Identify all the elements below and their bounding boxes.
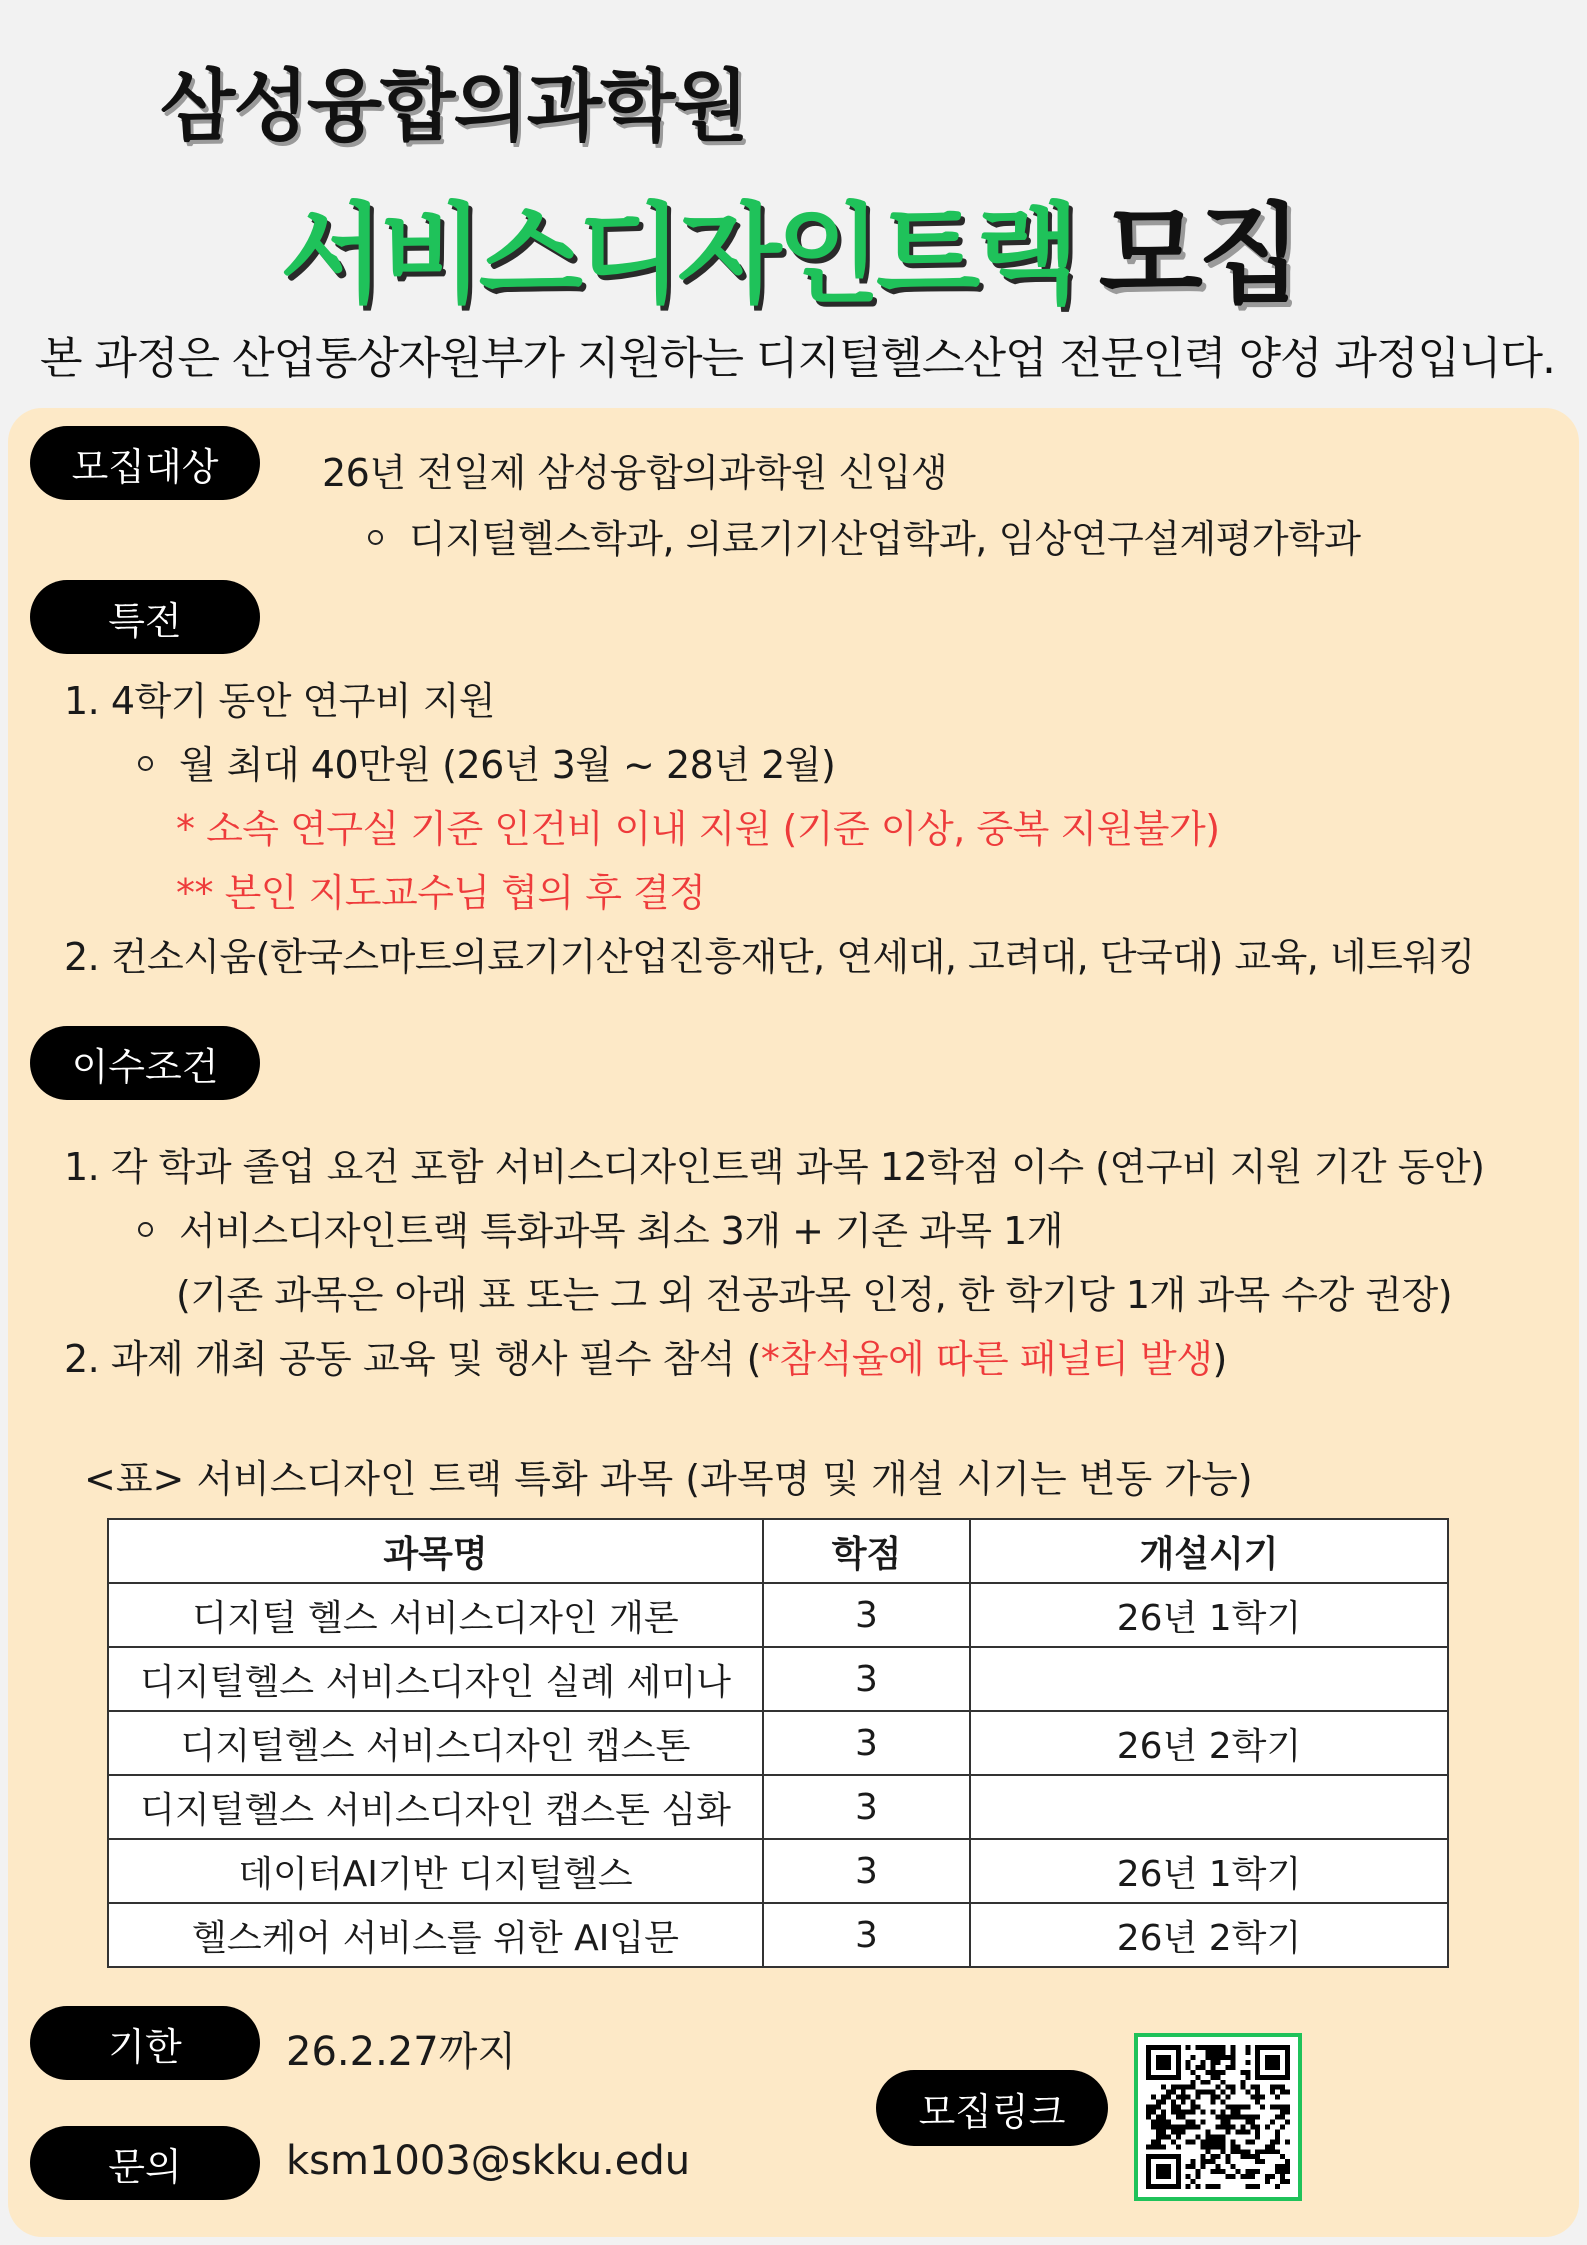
- course-name: 헬스케어 서비스를 위한 AI입문: [108, 1903, 763, 1967]
- course-name: 디지털헬스 서비스디자인 캡스톤: [108, 1711, 763, 1775]
- bullet-icon: [138, 1222, 153, 1237]
- table-row: [108, 1647, 1448, 1711]
- requirement-item1-sub: [138, 1200, 1063, 1255]
- requirement-item2-suffix: ): [1212, 1337, 1227, 1381]
- headline: [280, 168, 1297, 323]
- course-semester: 26년 2학기: [970, 1711, 1448, 1775]
- course-semester: [970, 1775, 1448, 1839]
- course-table: [107, 1518, 1449, 1968]
- requirement-item2: [64, 1328, 1227, 1383]
- course-name: 데이터AI기반 디지털헬스: [108, 1839, 763, 1903]
- course-name: 디지털헬스 서비스디자인 실례 세미나: [108, 1647, 763, 1711]
- benefits-label: 특전: [30, 580, 260, 654]
- course-semester: 26년 1학기: [970, 1583, 1448, 1647]
- course-name: 디지털 헬스 서비스디자인 개론: [108, 1583, 763, 1647]
- header-credits: 학점: [763, 1519, 970, 1583]
- benefit-note1: * 소속 연구실 기준 인건비 이내 지원 (기준 이상, 중복 지원불가): [176, 807, 1220, 851]
- benefit-item2: 2. 컨소시움(한국스마트의료기기산업진흥재단, 연세대, 고려대, 단국대) 교육, 네트워킹: [64, 935, 1475, 979]
- headline-recruit: 모집: [1098, 193, 1298, 318]
- target-line2: [368, 508, 1361, 563]
- benefit-item1: 1. 4학기 동안 연구비 지원: [64, 679, 496, 723]
- course-name: 디지털헬스 서비스디자인 캡스톤 심화: [108, 1775, 763, 1839]
- table-row: [108, 1583, 1448, 1647]
- table-row: [108, 1839, 1448, 1903]
- headline-track: 서비스디자인트랙: [280, 193, 1075, 318]
- requirement-item1: 1. 각 학과 졸업 요건 포함 서비스디자인트랙 과목 12학점 이수 (연구비 지원 기간 동안): [64, 1145, 1485, 1189]
- qr-code-icon[interactable]: [1134, 2033, 1302, 2201]
- table-row: [108, 1903, 1448, 1967]
- table-caption: <표> 서비스디자인 트랙 특화 과목 (과목명 및 개설 시기는 변동 가능): [84, 1457, 1253, 1501]
- requirement-penalty: *참석율에 따른 패널티 발생: [760, 1337, 1213, 1381]
- table-row: [108, 1775, 1448, 1839]
- bullet-icon: [138, 756, 153, 771]
- deadline-value: 26.2.27까지: [286, 2029, 516, 2075]
- table-row: [108, 1711, 1448, 1775]
- requirement-item1-sub2: (기존 과목은 아래 표 또는 그 외 전공과목 인정, 한 학기당 1개 과목 수강 권장): [176, 1273, 1453, 1317]
- deadline-label: 기한: [30, 2006, 260, 2080]
- qr-code-graphic: [1146, 2045, 1290, 2189]
- bullet-icon: [368, 530, 383, 545]
- contact-label: 문의: [30, 2126, 260, 2200]
- course-credits: 3: [763, 1903, 970, 1967]
- table-header-row: [108, 1519, 1448, 1583]
- benefit-note2: ** 본인 지도교수님 협의 후 결정: [176, 871, 706, 915]
- course-semester: [970, 1647, 1448, 1711]
- institution-title: 삼성융합의과학원: [160, 62, 747, 152]
- recruit-link-button[interactable]: 모집링크: [876, 2070, 1108, 2146]
- contact-email[interactable]: ksm1003@skku.edu: [286, 2138, 691, 2184]
- intro-text: 본 과정은 산업통상자원부가 지원하는 디지털헬스산업 전문인력 양성 과정입니다.: [40, 333, 1556, 384]
- requirements-label: 이수조건: [30, 1026, 260, 1100]
- target-departments: 디지털헬스학과, 의료기기산업학과, 임상연구설계평가학과: [409, 517, 1361, 561]
- benefit-item1-sub: [138, 734, 835, 789]
- header-course-name: 과목명: [108, 1519, 763, 1583]
- benefit-amount: 월 최대 40만원 (26년 3월 ~ 28년 2월): [179, 743, 836, 787]
- course-credits: 3: [763, 1839, 970, 1903]
- target-label: 모집대상: [30, 426, 260, 500]
- target-line1: 26년 전일제 삼성융합의과학원 신입생: [322, 451, 948, 495]
- requirement-courses: 서비스디자인트랙 특화과목 최소 3개 + 기존 과목 1개: [179, 1209, 1063, 1253]
- course-semester: 26년 1학기: [970, 1839, 1448, 1903]
- course-credits: 3: [763, 1583, 970, 1647]
- course-semester: 26년 2학기: [970, 1903, 1448, 1967]
- course-credits: 3: [763, 1647, 970, 1711]
- course-credits: 3: [763, 1711, 970, 1775]
- header-semester: 개설시기: [970, 1519, 1448, 1583]
- course-credits: 3: [763, 1775, 970, 1839]
- requirement-item2-prefix: 2. 과제 개최 공동 교육 및 행사 필수 참석 (: [64, 1337, 761, 1381]
